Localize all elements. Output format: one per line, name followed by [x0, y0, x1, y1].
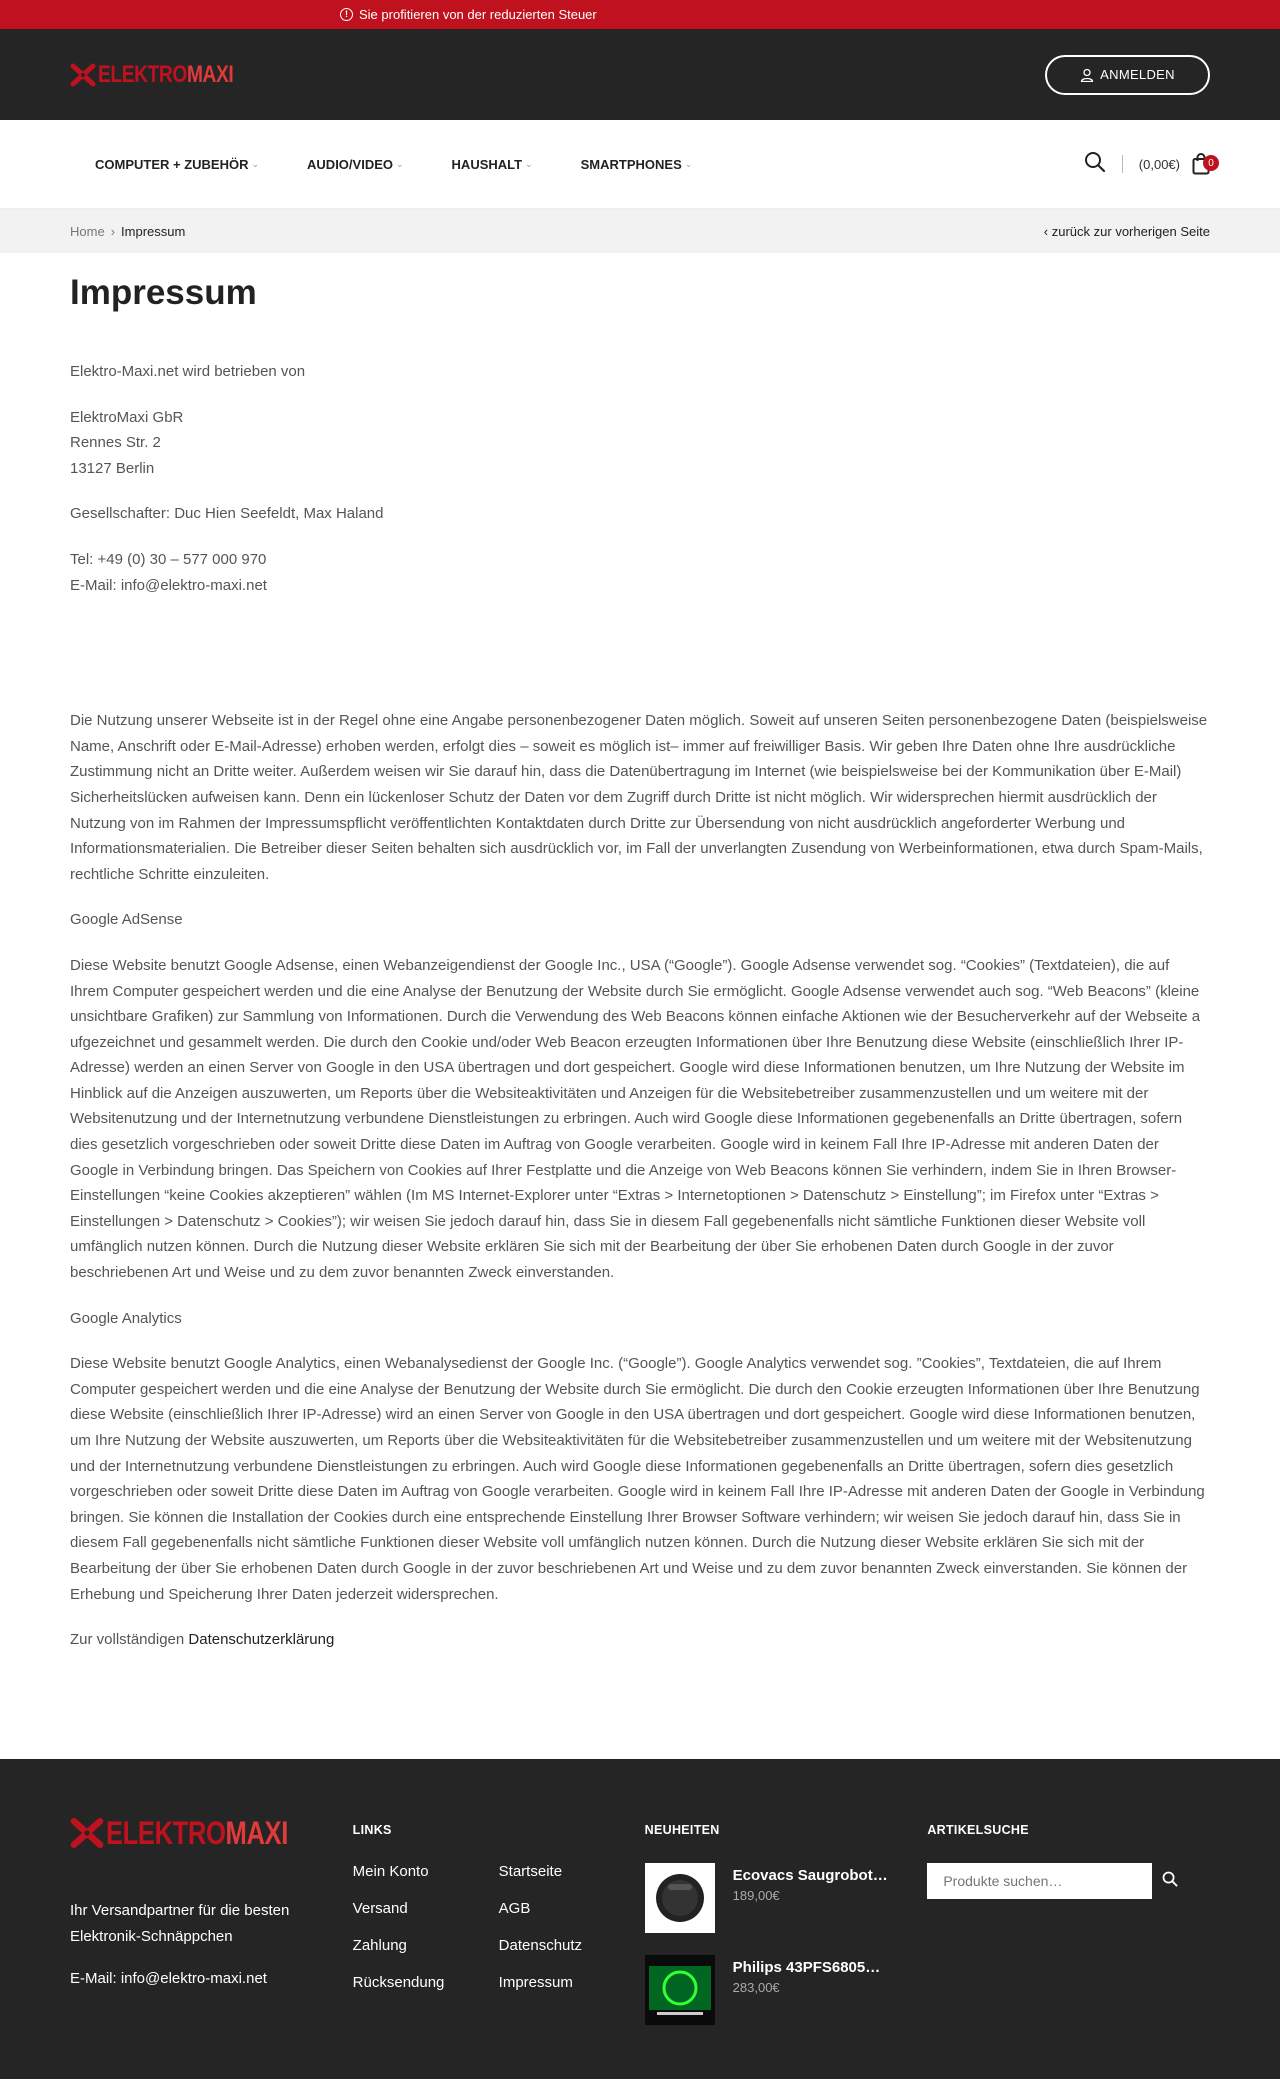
menu-item-computer[interactable]: COMPUTER + ZUBEHÖR ⌄	[95, 156, 260, 172]
footer-link-startseite[interactable]: Startseite	[498, 1862, 563, 1880]
footer-search	[927, 1815, 1210, 2079]
footer-link-versand[interactable]: Versand	[352, 1899, 408, 1917]
partners-text: Gesellschafter: Duc Hien Seefeldt, Max Haland	[70, 505, 384, 523]
footer-brand	[70, 1815, 353, 2079]
chevron-down-icon: ⌄	[684, 158, 693, 169]
alert-icon: !	[340, 8, 353, 21]
contact-block: Tel: +49 (0) 30 – 577 000 970 E-Mail: info@elektro-maxi.net	[70, 550, 267, 594]
search-icon	[1162, 1871, 1178, 1887]
nav-actions	[1084, 151, 1214, 177]
menu-item-haushalt[interactable]: HAUSHALT ⌄	[451, 156, 533, 172]
robot-vacuum-icon	[652, 1870, 708, 1926]
notice-bar	[0, 0, 1280, 29]
site-header	[0, 29, 1280, 120]
notice-text: Sie profitieren von der reduzierten Steuer	[359, 7, 597, 22]
footer-link-ruecksendung[interactable]: Rücksendung	[352, 1973, 445, 1991]
logo-text: ELEKTROMAXI	[106, 1814, 288, 1851]
cart-total[interactable]: (0,00€)	[1138, 156, 1180, 172]
footer-news-heading: NEUHEITEN	[644, 1822, 720, 1837]
chevron-down-icon: ⌄	[251, 158, 260, 169]
intro-text: Elektro-Maxi.net wird betrieben von	[70, 363, 306, 380]
site-footer	[0, 1759, 1280, 2079]
footer-link-datenschutz[interactable]: Datenschutz	[498, 1936, 583, 1954]
chevron-right-icon: ›	[110, 223, 116, 239]
product-price: 189,00€	[732, 1887, 780, 1903]
product-price: 283,00€	[732, 1979, 780, 1995]
search-button[interactable]	[1084, 151, 1106, 177]
menu-item-smartphones[interactable]: SMARTPHONES ⌄	[580, 156, 693, 172]
breadcrumb-home[interactable]: Home	[70, 223, 105, 239]
cart-count-badge: 0	[1203, 155, 1219, 171]
logo-cross-icon	[70, 63, 96, 87]
product-image[interactable]	[645, 1863, 715, 1933]
footer-link-impressum[interactable]: Impressum	[498, 1973, 573, 1991]
product-name[interactable]: Ecovacs Saugrobot…	[732, 1866, 888, 1884]
chevron-down-icon: ⌄	[525, 158, 533, 169]
menu-item-audio-video[interactable]: AUDIO/VIDEO ⌄	[307, 156, 404, 172]
login-button[interactable]	[1045, 55, 1210, 95]
page-content	[0, 273, 1280, 1653]
footer-new-products	[645, 1815, 928, 2079]
chevron-left-icon: ‹	[1043, 223, 1052, 239]
site-logo[interactable]	[70, 61, 267, 89]
adsense-paragraph: Diese Website benutzt Google Adsense, einen Webanzeigendienst der Google Inc., USA (“Google”). Google Adsense verwendet sog. “Cookies” (Textdateien), die auf Ihrem Computer gespeichert werden und die eine Analyse der Benutzung der Website durch Sie ermöglicht. Google Adsense verwendet auch sog. “Web Beacons” (kleine unsichtbare Grafiken) zur Sammlung von Informationen. Durch die Verwendung des Web Beacons können einfache Aktionen wie der Besucherverkehr auf der Webseite a ufgezeichnet und gesammelt werden. Die durch den Cookie und/oder Web Beacon erzeugten Informationen über Ihre Benutzung diese Website (einschließlich Ihrer IP-Adresse) werden an einen Server von Google in den USA übertragen und dort gespeichert. Google wird diese Informationen benutzen, um Ihre Nutzung der Website im Hinblick auf die Anzeigen auszuwerten, um Reports über die Websiteaktivitäten und Anzeigen für die Websitebetreiber zusammenzustellen und um weitere mit der Websitenutzung und der Internetnutzung verbundene Dienstleistungen zu erbringen. Auch wird Google diese Informationen gegebenenfalls an Dritte übertragen, sofern dies gesetzlich vorgeschrieben oder soweit Dritte diese Daten im Auftrag von Google verarbeiten. Google wird in keinem Fall Ihre IP-Adresse mit anderen Daten der Google in Verbindung bringen. Das Speichern von Cookies auf Ihrer Festplatte und die Anzeige von Web Beacons können Sie verhindern, indem Sie in Ihren Browser-Einstellungen “keine Cookies akzeptieren” wählen (Im MS Internet-Explorer unter “Extras > Internetoptionen > Datenschutz > Einstellung”; im Firefox unter “Extras > Einstellungen > Datenschutz > Cookies”); wir weisen Sie jedoch darauf hin, dass Sie in diesem Fall gegebenenfalls nicht sämtliche Funktionen dieser Website voll umfänglich nutzen können. Durch die Nutzung dieser Website erklären Sie sich mit der Bearbeitung der über Sie erhobenen Daten durch Google in der zuvor beschriebenen Art und Weise und zu dem zuvor benannten Zweck einverstanden.	[70, 956, 1201, 1282]
product-image[interactable]	[645, 1955, 715, 2025]
product-search-input[interactable]	[927, 1863, 1152, 1899]
analytics-paragraph: Diese Website benutzt Google Analytics, einen Webanalysedienst der Google Inc. (“Google”). Google Analytics verwendet sog. ”Cookies”, Textdateien, die auf Ihrem Computer gespeichert werden und die eine Analyse der Benutzung der Website durch Sie ermöglicht. Die durch den Cookie erzeugten Informationen über Ihre Benutzung diese Website (einschließlich Ihrer IP-Adresse) wird an einen Server von Google in den USA übertragen und dort gespeichert. Google wird diese Informationen benutzen, um Ihre Nutzung der Website auszuwerten, um Reports über die Websiteaktivitäten für die Websitebetreiber zusammenzustellen und um weitere mit der Websitenutzung und der Internetnutzung verbundene Dienstleistungen zu erbringen. Auch wird Google diese Informationen gegebenenfalls an Dritte übertragen, sofern dies gesetzlich vorgeschrieben oder soweit Dritte diese Daten im Auftrag von Google verarbeiten. Google wird in keinem Fall Ihre IP-Adresse mit anderen Daten der Google in Verbindung bringen. Sie können die Installation der Cookies durch eine entsprechende Einstellung Ihrer Browser Software verhindern; wir weisen Sie jedoch darauf hin, dass Sie in diesem Fall gegebenenfalls nicht sämtliche Funktionen dieser Website voll umfänglich nutzen können. Durch die Nutzung dieser Website erklären Sie sich mit der Bearbeitung der über Sie erhobenen Daten durch Google in der zuvor beschriebenen Art und Weise und zu dem zuvor benannten Zweck einverstanden. Sie können der Erhebung und Speicherung Ihrer Daten jederzeit widersprechen.	[70, 1355, 1205, 1603]
footer-link-mein-konto[interactable]: Mein Konto	[352, 1862, 429, 1880]
footer-links	[353, 1815, 645, 2079]
breadcrumb-bar	[0, 209, 1280, 253]
product-item[interactable]	[645, 1863, 928, 1933]
footer-tagline: Ihr Versandpartner für die besten Elektronik-Schnäppchen	[70, 1901, 290, 1945]
footer-email: E-Mail: info@elektro-maxi.net	[70, 1969, 267, 1987]
privacy-link-line: Zur vollständigen Datenschutzerklärung	[70, 1631, 335, 1649]
main-nav	[0, 120, 1280, 209]
adsense-heading: Google AdSense	[70, 911, 183, 929]
product-item[interactable]	[645, 1955, 928, 2025]
cart-button[interactable]	[1192, 153, 1214, 175]
logo-text: ELEKTROMAXI	[98, 60, 234, 88]
footer-search-heading: ARTIKELSUCHE	[927, 1822, 1029, 1837]
search-submit-button[interactable]	[1162, 1871, 1178, 1891]
user-icon	[1080, 68, 1094, 82]
address-block: ElektroMaxi GbR Rennes Str. 2 13127 Berlin	[70, 408, 184, 477]
chevron-down-icon: ⌄	[396, 158, 404, 169]
logo-cross-icon	[70, 1817, 104, 1849]
login-label: ANMELDEN	[1100, 67, 1175, 82]
footer-link-zahlung[interactable]: Zahlung	[352, 1936, 407, 1954]
back-link[interactable]: ‹ zurück zur vorherigen Seite	[1043, 223, 1210, 239]
breadcrumb-current: Impressum	[121, 223, 186, 239]
breadcrumb	[70, 224, 185, 239]
footer-logo[interactable]	[70, 1815, 353, 1852]
analytics-heading: Google Analytics	[70, 1309, 182, 1327]
privacy-paragraph: Die Nutzung unserer Webseite ist in der Regel ohne eine Angabe personenbezogener Daten möglich. Soweit auf unseren Seiten personenbezogene Daten (beispielsweise Name, Anschrift oder E-Mail-Adresse) erhoben werden, erfolgt dies – soweit es möglich ist– immer auf freiwilliger Basis. Wir geben Ihre Daten ohne Ihre ausdrückliche Zustimmung nicht an Dritte weiter. Außerdem weisen wir Sie darauf hin, dass die Datenübertragung im Internet (wie beispielsweise bei der Kommunikation über E-Mail) Sicherheitslücken aufweisen kann. Denn ein lückenloser Schutz der Daten vor dem Zugriff durch Dritte ist nicht möglich. Wir widersprechen hiermit ausdrücklich der Nutzung von im Rahmen der Impressumspflicht veröffentlichten Kontaktdaten durch Dritte zur Übersendung von nicht ausdrücklich angeforderter Werbung und Informationsmaterialien. Die Betreiber dieser Seiten behalten sich ausdrücklich vor, im Fall der unverlangten Zusendung von Werbeinformationen, etwa durch Spam-Mails, rechtliche Schritte einzuleiten.	[70, 712, 1208, 883]
divider	[1122, 155, 1123, 173]
page-title: Impressum	[70, 273, 257, 312]
category-menu	[95, 157, 740, 172]
footer-links-heading: LINKS	[352, 1822, 392, 1837]
product-name[interactable]: Philips 43PFS6805…	[732, 1958, 881, 1976]
footer-link-agb[interactable]: AGB	[498, 1899, 531, 1917]
tv-icon	[647, 1962, 713, 2018]
privacy-policy-link[interactable]: Datenschutzerklärung	[188, 1631, 335, 1649]
search-icon	[1084, 151, 1106, 173]
